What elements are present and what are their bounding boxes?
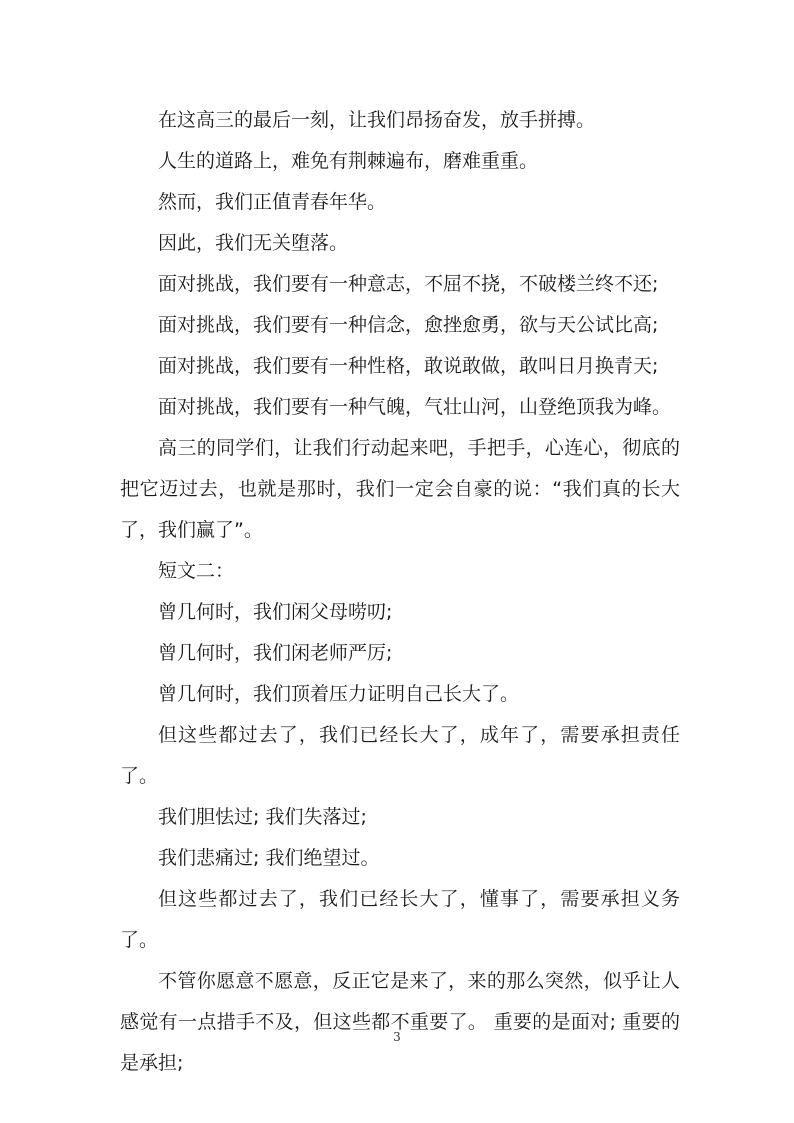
paragraph: 我们悲痛过; 我们绝望过。 [158,847,380,869]
paragraph: 人生的道路上，难免有荆棘遍布，磨难重重。 [158,150,539,172]
paragraph: 面对挑战，我们要有一种信念，愈挫愈勇，欲与天公试比高; [158,314,659,336]
paragraph: 不管你愿意不愿意，反正它是来了，来的那么突然，似乎让人感觉有一点措手不及，但这些都不重要了。 重要的是面对; 重要的是承担; [120,970,680,1074]
paragraph: 但这些都过去了，我们已经长大了，懂事了，需要承担义务了。 [120,888,680,951]
paragraph: 我们胆怯过; 我们失落过; [158,806,367,828]
paragraph: 曾几何时，我们闲老师严厉; [158,642,393,664]
paragraph: 面对挑战，我们要有一种气魄，气壮山河，山登绝顶我为峰。 [158,396,672,418]
paragraph: 但这些都过去了，我们已经长大了，成年了，需要承担责任了。 [120,724,680,787]
paragraph: 因此，我们无关堕落。 [158,232,349,254]
page-number: 3 [393,1030,401,1044]
paragraph: 在这高三的最后一刻，让我们昂扬奋发，放手拼搏。 [158,109,596,131]
paragraph: 高三的同学们，让我们行动起来吧，手把手，心连心，彻底的把它迈过去，也就是那时，我们一定会自豪的说：“我们真的长大了，我们赢了”。 [120,437,680,541]
section-heading: 短文二： [158,560,235,582]
paragraph: 曾几何时，我们闲父母唠叨; [158,601,393,623]
paragraph: 面对挑战，我们要有一种意志，不屈不挠，不破楼兰终不还; [158,273,659,295]
paragraph: 然而，我们正值青春年华。 [158,191,387,213]
paragraph: 曾几何时，我们顶着压力证明自己长大了。 [158,683,520,705]
paragraph: 面对挑战，我们要有一种性格，敢说敢做，敢叫日月换青天; [158,355,659,377]
document-body [120,100,680,1084]
